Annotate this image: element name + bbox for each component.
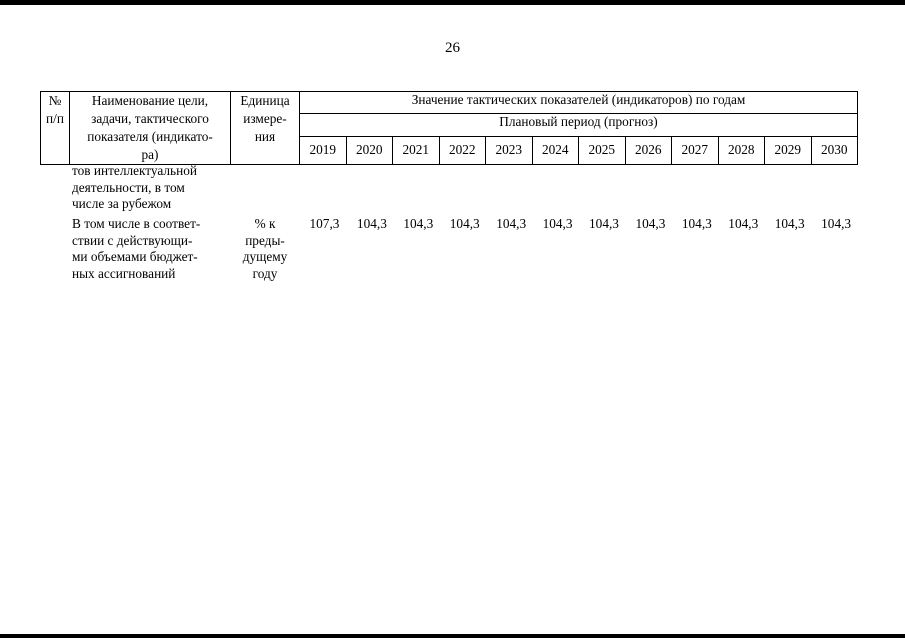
header-year: 2027 [672,136,719,164]
row-value: 104,3 [542,216,573,231]
row-value: 104,3 [356,216,387,231]
row-unit-line: году [252,265,278,281]
row-name-line: ных ассигнований [72,265,176,281]
header-num-cell [41,92,70,165]
row-unit [232,216,298,282]
continuation-line: числе за рубежом [72,196,172,211]
header-year: 2026 [625,136,672,164]
header-year: 2023 [486,136,533,164]
row-value: 104,3 [681,216,712,231]
row-name-line: В том числе в соответ- [72,216,201,231]
header-name-line: показателя (индикато- [87,129,213,144]
header-unit-line: ния [254,129,276,144]
header-year: 2022 [439,136,486,164]
continuation-text [72,163,226,213]
header-name-cell [70,92,231,165]
header-num-line: п/п [46,111,64,126]
header-num-line: № [48,93,62,108]
row-name-line: ми объемами бюджет- [72,249,198,264]
header-year: 2021 [393,136,440,164]
continuation-line: тов интеллектуальной [72,163,197,178]
row-value: 104,3 [635,216,666,231]
header-year: 2019 [300,136,347,164]
header-unit-line: измере- [243,111,287,126]
row-unit-line: % к [254,216,276,231]
header-period-title: Плановый период (прогноз) [300,114,858,136]
header-values-title: Значение тактических показателей (индикаторов) по годам [300,92,858,114]
row-unit-line: дущему [242,249,288,264]
header-year: 2025 [579,136,626,164]
bottom-rule [0,634,905,638]
header-year: 2030 [811,136,858,164]
header-name-line: ра) [141,147,159,162]
row-value: 104,3 [449,216,480,231]
table-header [40,91,858,165]
header-year: 2029 [765,136,812,164]
row-unit-line: преды- [245,232,285,248]
continuation-line: деятельности, в том [72,179,185,195]
row-name-line: ствии с действующи- [72,232,193,248]
header-year: 2028 [718,136,765,164]
header-name-line: задачи, тактического [91,111,209,126]
row-name [72,216,232,282]
row-value: 104,3 [821,216,852,231]
header-year: 2020 [346,136,393,164]
row-value: 104,3 [496,216,527,231]
header-name-line: Наименование цели, [91,93,209,108]
header-unit-cell [231,92,300,165]
top-rule [0,0,905,5]
row-value: 107,3 [309,216,340,231]
page-number: 26 [445,40,460,56]
row-value: 104,3 [728,216,759,231]
header-year: 2024 [532,136,579,164]
row-value: 104,3 [774,216,805,231]
header-unit-line: Единица [240,93,290,108]
row-value: 104,3 [403,216,434,231]
row-values [300,216,858,233]
row-value: 104,3 [589,216,619,231]
